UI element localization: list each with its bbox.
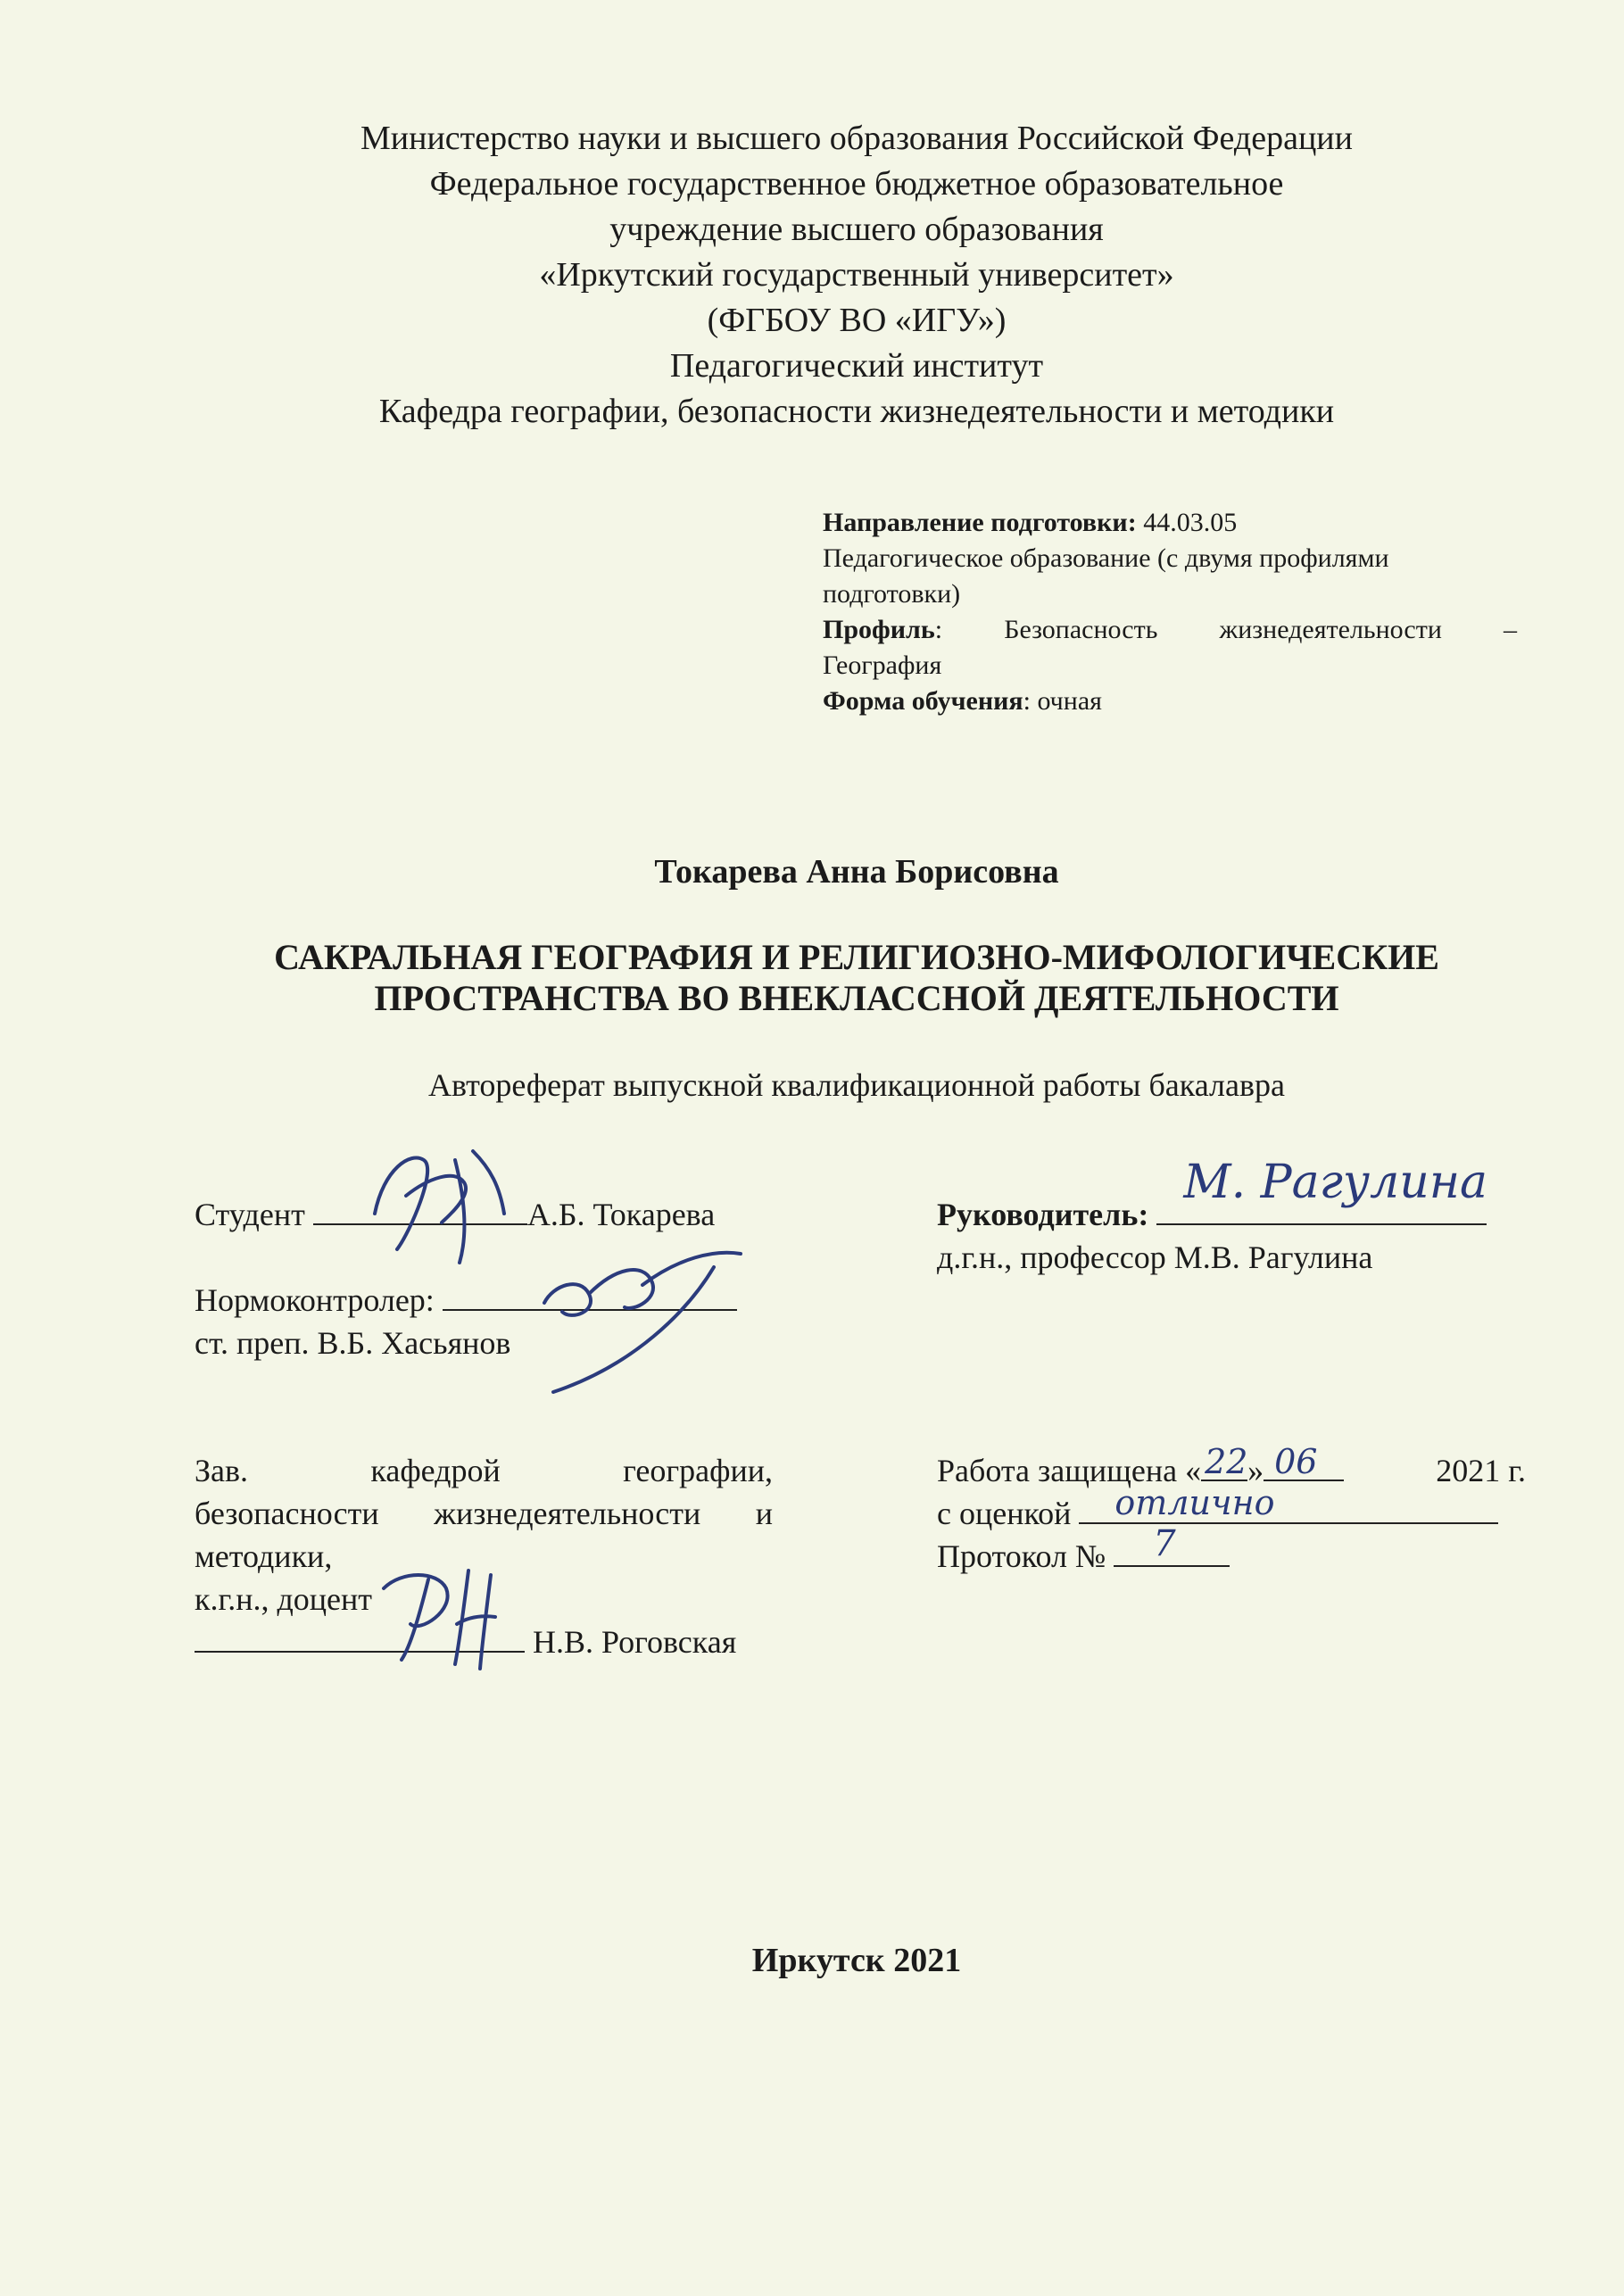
grade-line [1079,1483,1498,1524]
header-line: Кафедра географии, безопасности жизнедеятельности и методики [378,393,1335,430]
normcontrol-label: Нормоконтролер: [195,1282,435,1318]
defense-month: 06 [1274,1442,1318,1481]
defense-block [937,1442,1526,1578]
defense-text: Работа защищена « [937,1453,1202,1488]
defense-text: » [1247,1453,1264,1488]
head-name: Н.В. Роговская [533,1624,737,1660]
protocol-line [1114,1523,1230,1567]
normcontrol-name: ст. преп. В.Б. Хасьянов [195,1325,511,1361]
head-line: безопасности жизнедеятельности и [195,1496,773,1531]
grade-label: с оценкой [937,1496,1072,1531]
header-line: Федеральное государственное бюджетное образовательное [429,165,1284,203]
form-text: : очная [1023,686,1102,716]
header-line: «Иркутский государственный университет» [539,256,1174,294]
direction-label: Направление подготовки: [823,508,1137,537]
institution-header [0,116,1624,435]
head-line: к.г.н., доцент [195,1581,373,1617]
header-line: учреждение высшего образования [609,211,1104,248]
student-label: Студент [195,1197,305,1232]
title-line: САКРАЛЬНАЯ ГЕОГРАФИЯ И РЕЛИГИОЗНО-МИФОЛОГИЧЕСКИЕ [274,937,1439,977]
supervisor-signature-line [1156,1156,1487,1225]
head-line: Зав. кафедрой географии, [195,1453,773,1488]
direction-text: Педагогическое образование (с двумя профилями [823,543,1389,573]
supervisor-signature: М. Рагулина [1183,1156,1487,1209]
place-year: Иркутск 2021 [751,1942,962,1979]
profile-text: География [823,651,942,680]
training-info [823,505,1517,719]
profile-line [823,612,1517,648]
author-name: Токарева Анна Борисовна [654,853,1059,891]
supervisor-name: д.г.н., профессор М.В. Рагулина [937,1239,1373,1275]
head-line: методики, [195,1538,333,1574]
header-line: Педагогический институт [669,347,1044,385]
normcontrol-signature-mark [526,1240,785,1401]
student-name: А.Б. Токарева [526,1197,716,1232]
protocol-label: Протокол № [937,1538,1106,1574]
defense-day: 22 [1205,1442,1248,1481]
defense-year: 2021 г. [1436,1453,1526,1488]
direction-code: 44.03.05 [1143,508,1238,537]
title-line: ПРОСТРАНСТВА ВО ВНЕКЛАССНОЙ ДЕЯТЕЛЬНОСТИ [374,978,1339,1018]
subtitle: Автореферат выпускной квалификационной работы бакалавра [428,1067,1285,1103]
protocol-number: 7 [1153,1523,1176,1564]
direction-text: подготовки) [823,579,961,609]
defense-day-line [1201,1442,1248,1481]
profile-label: Профиль [823,615,935,644]
defense-month-line [1264,1442,1344,1481]
profile-text: : Безопасность жизнедеятельности – [934,615,1517,644]
header-line: (ФГБОУ ВО «ИГУ») [707,302,1007,339]
supervisor-label: Руководитель: [937,1197,1149,1232]
student-signature-mark [357,1133,518,1267]
form-label: Форма обучения [823,686,1023,716]
supervisor-line [937,1156,1487,1236]
thesis-title [0,937,1624,1019]
head-signature-mark [375,1562,526,1678]
grade-value: отлично [1114,1483,1275,1522]
header-line: Министерство науки и высшего образования Российской Федерации [360,120,1353,157]
